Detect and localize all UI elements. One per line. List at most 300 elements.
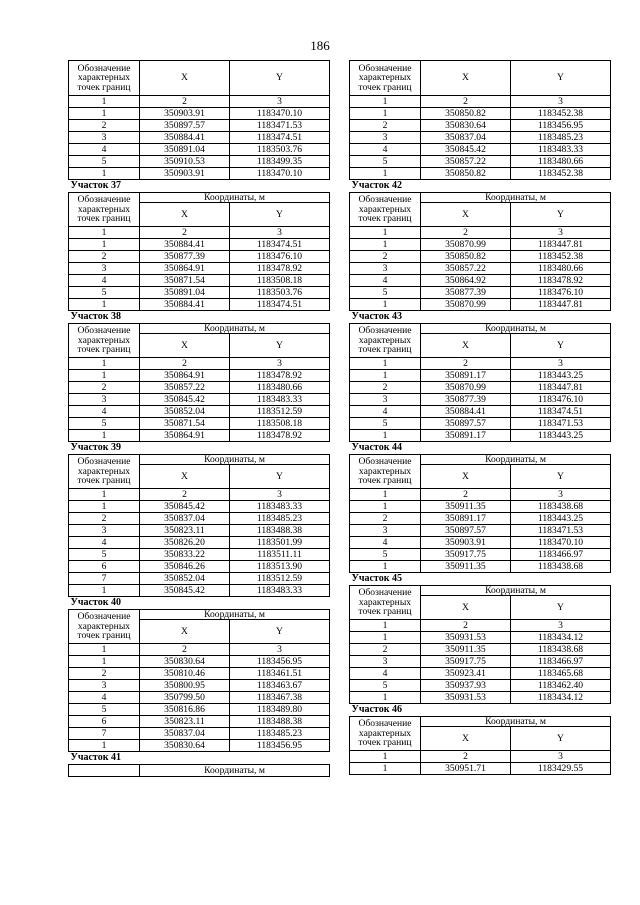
section-title-row: [350, 704, 611, 717]
table-row: [69, 156, 330, 168]
col-num-3: 3: [230, 227, 330, 239]
section-title: Участок 45: [351, 573, 402, 584]
header-designation: Обозначение характерных точек границ: [350, 716, 421, 751]
table-row: [69, 251, 330, 263]
header-row: [69, 61, 330, 96]
cell-x: 350891.04: [140, 144, 230, 156]
table-row: [350, 561, 611, 573]
cell-x: 350845.42: [421, 144, 511, 156]
cell-y: 1183456.95: [230, 740, 330, 752]
col-num-2: 2: [421, 358, 511, 370]
cell-y: 1183471.53: [230, 120, 330, 132]
table-row: [69, 299, 330, 311]
table-row: [350, 156, 611, 168]
table-row: [350, 644, 611, 656]
cell-x: 350871.54: [140, 275, 230, 287]
section-title: Участок 42: [351, 180, 402, 191]
header-row: [69, 764, 330, 776]
cell-x: 350845.42: [140, 501, 230, 513]
table-row: [69, 537, 330, 549]
cell-point: 5: [69, 704, 140, 716]
cell-y: 1183470.10: [230, 108, 330, 120]
cell-point: 1: [350, 763, 421, 775]
cell-x: 350857.22: [421, 156, 511, 168]
cell-x: 350864.91: [140, 370, 230, 382]
left-column: [68, 60, 330, 777]
table-row: [69, 668, 330, 680]
cell-point: 2: [350, 382, 421, 394]
cell-y: 1183483.33: [230, 501, 330, 513]
cell-y: 1183466.97: [511, 656, 611, 668]
cell-point: 1: [350, 501, 421, 513]
cell-point: 5: [350, 156, 421, 168]
col-num-1: 1: [69, 96, 140, 108]
cell-y: 1183488.38: [230, 525, 330, 537]
header-x: X: [421, 203, 511, 227]
header-coords: Координаты, м: [421, 716, 611, 727]
cell-x: 350871.54: [140, 418, 230, 430]
cell-point: 2: [350, 513, 421, 525]
cell-x: 350877.39: [421, 287, 511, 299]
cell-x: 350837.04: [421, 132, 511, 144]
cell-x: 350830.64: [421, 120, 511, 132]
cell-x: 350845.42: [140, 394, 230, 406]
cell-x: 350837.04: [140, 513, 230, 525]
cell-point: 4: [69, 275, 140, 287]
cell-x: 350823.11: [140, 525, 230, 537]
header-x: X: [140, 465, 230, 489]
cell-point: 4: [350, 537, 421, 549]
table-row: [350, 108, 611, 120]
col-num-1: 1: [69, 644, 140, 656]
cell-x: 350903.91: [140, 108, 230, 120]
table-row: [69, 275, 330, 287]
col-num-1: 1: [350, 227, 421, 239]
header-y: Y: [511, 61, 611, 96]
cell-y: 1183474.51: [230, 299, 330, 311]
header-designation: [69, 764, 140, 776]
column-number-row: [69, 489, 330, 501]
cell-y: 1183438.68: [511, 501, 611, 513]
column-number-row: [350, 227, 611, 239]
cell-point: 1: [350, 239, 421, 251]
cell-y: 1183480.66: [511, 263, 611, 275]
table-row: [350, 287, 611, 299]
cell-y: 1183461.51: [230, 668, 330, 680]
cell-point: 1: [69, 299, 140, 311]
col-num-1: 1: [350, 751, 421, 763]
col-num-2: 2: [140, 489, 230, 501]
cell-y: 1183483.33: [511, 144, 611, 156]
section-title-row: [69, 597, 330, 610]
header-y: Y: [511, 465, 611, 489]
cell-x: 350816.86: [140, 704, 230, 716]
col-num-3: 3: [511, 751, 611, 763]
cell-point: 6: [69, 716, 140, 728]
section-title: Участок 44: [351, 442, 402, 453]
cell-y: 1183476.10: [511, 394, 611, 406]
cell-y: 1183478.92: [230, 430, 330, 442]
cell-point: 1: [69, 370, 140, 382]
header-row: [350, 454, 611, 465]
table-row: [350, 763, 611, 775]
cell-point: 4: [69, 144, 140, 156]
header-y: Y: [230, 203, 330, 227]
table-row: [69, 120, 330, 132]
page-number: 186: [310, 38, 330, 53]
section-title-row: [69, 311, 330, 324]
header-y: Y: [230, 465, 330, 489]
col-num-3: 3: [230, 644, 330, 656]
cell-point: 1: [350, 299, 421, 311]
cell-y: 1183512.59: [230, 406, 330, 418]
header-x: X: [421, 727, 511, 751]
cell-x: 350857.22: [140, 382, 230, 394]
cell-point: 4: [350, 668, 421, 680]
cell-y: 1183470.10: [511, 537, 611, 549]
cell-point: 2: [69, 668, 140, 680]
col-num-1: 1: [350, 620, 421, 632]
cell-x: 350911.35: [421, 501, 511, 513]
section-title-row: [350, 180, 611, 193]
header-x: X: [140, 620, 230, 644]
header-row: [350, 61, 611, 96]
table-row: [69, 108, 330, 120]
header-y: Y: [511, 334, 611, 358]
cell-point: 2: [69, 120, 140, 132]
cell-x: 350870.99: [421, 382, 511, 394]
column-number-row: [69, 96, 330, 108]
col-num-1: 1: [350, 489, 421, 501]
table-row: [350, 382, 611, 394]
cell-x: 350951.71: [421, 763, 511, 775]
header-designation: Обозначение характерных точек границ: [350, 323, 421, 358]
cell-y: 1183488.38: [230, 716, 330, 728]
header-designation: Обозначение характерных точек границ: [69, 192, 140, 227]
cell-y: 1183471.53: [511, 418, 611, 430]
cell-x: 350917.75: [421, 549, 511, 561]
cell-x: 350910.53: [140, 156, 230, 168]
cell-point: 5: [69, 156, 140, 168]
col-num-2: 2: [421, 489, 511, 501]
cell-x: 350891.17: [421, 370, 511, 382]
cell-point: 3: [350, 656, 421, 668]
col-num-1: 1: [69, 358, 140, 370]
cell-point: 2: [69, 513, 140, 525]
cell-x: 350833.22: [140, 549, 230, 561]
col-num-2: 2: [140, 644, 230, 656]
header-x: X: [421, 465, 511, 489]
cell-x: 350911.35: [421, 561, 511, 573]
col-num-1: 1: [69, 489, 140, 501]
table-row: [350, 370, 611, 382]
col-num-3: 3: [511, 227, 611, 239]
table-row: [350, 275, 611, 287]
header-coords: Координаты, м: [140, 454, 330, 465]
cell-x: 350799.50: [140, 692, 230, 704]
table-row: [350, 537, 611, 549]
col-num-3: 3: [511, 620, 611, 632]
header-row: [350, 716, 611, 727]
column-number-row: [69, 358, 330, 370]
col-num-3: 3: [230, 96, 330, 108]
cell-point: 1: [350, 561, 421, 573]
cell-y: 1183438.68: [511, 561, 611, 573]
cell-y: 1183463.67: [230, 680, 330, 692]
col-num-2: 2: [140, 227, 230, 239]
left-table: [68, 60, 330, 777]
header-x: X: [140, 61, 230, 96]
cell-y: 1183466.97: [511, 549, 611, 561]
header-row: [350, 192, 611, 203]
col-num-3: 3: [230, 358, 330, 370]
cell-x: 350923.41: [421, 668, 511, 680]
table-row: [69, 513, 330, 525]
cell-x: 350870.99: [421, 299, 511, 311]
table-row: [69, 132, 330, 144]
table-row: [69, 168, 330, 180]
cell-point: 5: [350, 549, 421, 561]
cell-y: 1183462.40: [511, 680, 611, 692]
cell-x: 350852.04: [140, 573, 230, 585]
header-y: Y: [230, 334, 330, 358]
header-coords: Координаты, м: [421, 192, 611, 203]
cell-y: 1183503.76: [230, 144, 330, 156]
cell-x: 350870.99: [421, 239, 511, 251]
cell-point: 4: [69, 537, 140, 549]
section-title: Участок 46: [351, 704, 402, 715]
cell-x: 350884.41: [140, 132, 230, 144]
cell-point: 1: [350, 430, 421, 442]
header-y: Y: [230, 61, 330, 96]
col-num-3: 3: [230, 489, 330, 501]
cell-point: 3: [69, 132, 140, 144]
cell-x: 350897.57: [421, 418, 511, 430]
cell-point: 5: [350, 287, 421, 299]
table-row: [350, 263, 611, 275]
right-table: [349, 60, 611, 775]
table-row: [350, 168, 611, 180]
cell-x: 350884.41: [421, 406, 511, 418]
col-num-2: 2: [140, 96, 230, 108]
cell-point: 1: [69, 168, 140, 180]
column-number-row: [350, 751, 611, 763]
table-row: [69, 704, 330, 716]
cell-point: 1: [69, 430, 140, 442]
table-row: [350, 692, 611, 704]
header-coords: Координаты, м: [421, 454, 611, 465]
cell-point: 7: [69, 573, 140, 585]
col-num-2: 2: [421, 620, 511, 632]
table-row: [350, 299, 611, 311]
cell-y: 1183443.25: [511, 513, 611, 525]
header-x: X: [140, 334, 230, 358]
cell-point: 5: [350, 680, 421, 692]
cell-point: 1: [69, 239, 140, 251]
table-row: [350, 513, 611, 525]
column-number-row: [69, 227, 330, 239]
right-column: [349, 60, 611, 775]
cell-y: 1183499.35: [230, 156, 330, 168]
cell-x: 350931.53: [421, 632, 511, 644]
cell-point: 1: [350, 692, 421, 704]
header-designation: Обозначение характерных точек границ: [69, 61, 140, 96]
header-row: [69, 192, 330, 203]
header-y: Y: [230, 620, 330, 644]
cell-x: 350891.17: [421, 430, 511, 442]
header-designation: Обозначение характерных точек границ: [350, 192, 421, 227]
header-coords: Координаты, м: [140, 192, 330, 203]
header-designation: Обозначение характерных точек границ: [350, 454, 421, 489]
col-num-1: 1: [350, 358, 421, 370]
cell-point: 1: [69, 656, 140, 668]
column-number-row: [350, 620, 611, 632]
cell-x: 350845.42: [140, 585, 230, 597]
header-coords: Координаты, м: [421, 585, 611, 596]
col-num-2: 2: [421, 227, 511, 239]
table-row: [69, 430, 330, 442]
table-row: [69, 370, 330, 382]
cell-y: 1183434.12: [511, 632, 611, 644]
cell-point: 2: [350, 251, 421, 263]
cell-x: 350931.53: [421, 692, 511, 704]
cell-y: 1183452.38: [511, 251, 611, 263]
cell-point: 3: [69, 525, 140, 537]
cell-y: 1183443.25: [511, 370, 611, 382]
table-row: [350, 632, 611, 644]
cell-y: 1183443.25: [511, 430, 611, 442]
cell-x: 350852.04: [140, 406, 230, 418]
table-row: [69, 418, 330, 430]
cell-point: 1: [350, 168, 421, 180]
cell-point: 2: [69, 251, 140, 263]
cell-x: 350917.75: [421, 656, 511, 668]
cell-y: 1183511.11: [230, 549, 330, 561]
cell-y: 1183503.76: [230, 287, 330, 299]
cell-y: 1183478.92: [511, 275, 611, 287]
table-row: [350, 525, 611, 537]
section-title-row: [350, 442, 611, 455]
cell-x: 350891.04: [140, 287, 230, 299]
cell-y: 1183447.81: [511, 239, 611, 251]
header-designation: Обозначение характерных точек границ: [350, 61, 421, 96]
header-row: [350, 585, 611, 596]
section-title-row: [69, 442, 330, 455]
table-row: [69, 406, 330, 418]
section-title-row: [69, 752, 330, 765]
cell-y: 1183471.53: [511, 525, 611, 537]
header-y: Y: [511, 596, 611, 620]
header-y: Y: [511, 727, 611, 751]
cell-y: 1183438.68: [511, 644, 611, 656]
cell-y: 1183452.38: [511, 168, 611, 180]
cell-point: 3: [69, 263, 140, 275]
cell-point: 3: [350, 132, 421, 144]
cell-x: 350850.82: [421, 251, 511, 263]
header-x: X: [140, 203, 230, 227]
cell-y: 1183456.95: [511, 120, 611, 132]
table-row: [69, 561, 330, 573]
cell-point: 3: [350, 263, 421, 275]
col-num-3: 3: [511, 96, 611, 108]
table-row: [69, 239, 330, 251]
cell-point: 5: [69, 549, 140, 561]
table-row: [350, 406, 611, 418]
table-row: [350, 394, 611, 406]
cell-x: 350877.39: [140, 251, 230, 263]
cell-y: 1183465.68: [511, 668, 611, 680]
table-row: [69, 680, 330, 692]
table-row: [350, 549, 611, 561]
header-row: [69, 323, 330, 334]
table-row: [350, 144, 611, 156]
section-title: Участок 37: [70, 180, 121, 191]
cell-point: 2: [350, 644, 421, 656]
table-row: [350, 239, 611, 251]
cell-point: 4: [69, 406, 140, 418]
table-row: [69, 585, 330, 597]
cell-point: 4: [69, 692, 140, 704]
cell-x: 350850.82: [421, 108, 511, 120]
table-row: [69, 692, 330, 704]
table-row: [350, 668, 611, 680]
table-row: [69, 656, 330, 668]
cell-x: 350864.91: [140, 430, 230, 442]
cell-y: 1183485.23: [230, 728, 330, 740]
cell-x: 350830.64: [140, 656, 230, 668]
header-row: [350, 323, 611, 334]
cell-x: 350830.64: [140, 740, 230, 752]
cell-x: 350937.93: [421, 680, 511, 692]
column-number-row: [350, 358, 611, 370]
cell-y: 1183478.92: [230, 370, 330, 382]
cell-point: 3: [350, 525, 421, 537]
cell-x: 350800.95: [140, 680, 230, 692]
cell-y: 1183467.38: [230, 692, 330, 704]
cell-y: 1183474.51: [230, 132, 330, 144]
section-title: Участок 40: [70, 597, 121, 608]
table-row: [350, 430, 611, 442]
col-num-1: 1: [69, 227, 140, 239]
cell-y: 1183476.10: [511, 287, 611, 299]
cell-y: 1183447.81: [511, 382, 611, 394]
cell-x: 350826.20: [140, 537, 230, 549]
table-row: [350, 501, 611, 513]
cell-point: 6: [69, 561, 140, 573]
table-row: [350, 418, 611, 430]
col-num-1: 1: [350, 96, 421, 108]
cell-point: 7: [69, 728, 140, 740]
cell-point: 1: [350, 370, 421, 382]
table-row: [69, 573, 330, 585]
cell-y: 1183489.80: [230, 704, 330, 716]
table-row: [69, 382, 330, 394]
cell-x: 350911.35: [421, 644, 511, 656]
header-coords: Координаты, м: [140, 609, 330, 620]
cell-y: 1183456.95: [230, 656, 330, 668]
cell-point: 1: [350, 632, 421, 644]
col-num-3: 3: [511, 489, 611, 501]
header-designation: Обозначение характерных точек границ: [69, 454, 140, 489]
cell-x: 350897.57: [421, 525, 511, 537]
cell-point: 5: [350, 418, 421, 430]
column-number-row: [69, 644, 330, 656]
cell-y: 1183452.38: [511, 108, 611, 120]
section-title-row: [350, 311, 611, 324]
cell-x: 350850.82: [421, 168, 511, 180]
cell-point: 1: [69, 501, 140, 513]
cell-y: 1183483.33: [230, 585, 330, 597]
